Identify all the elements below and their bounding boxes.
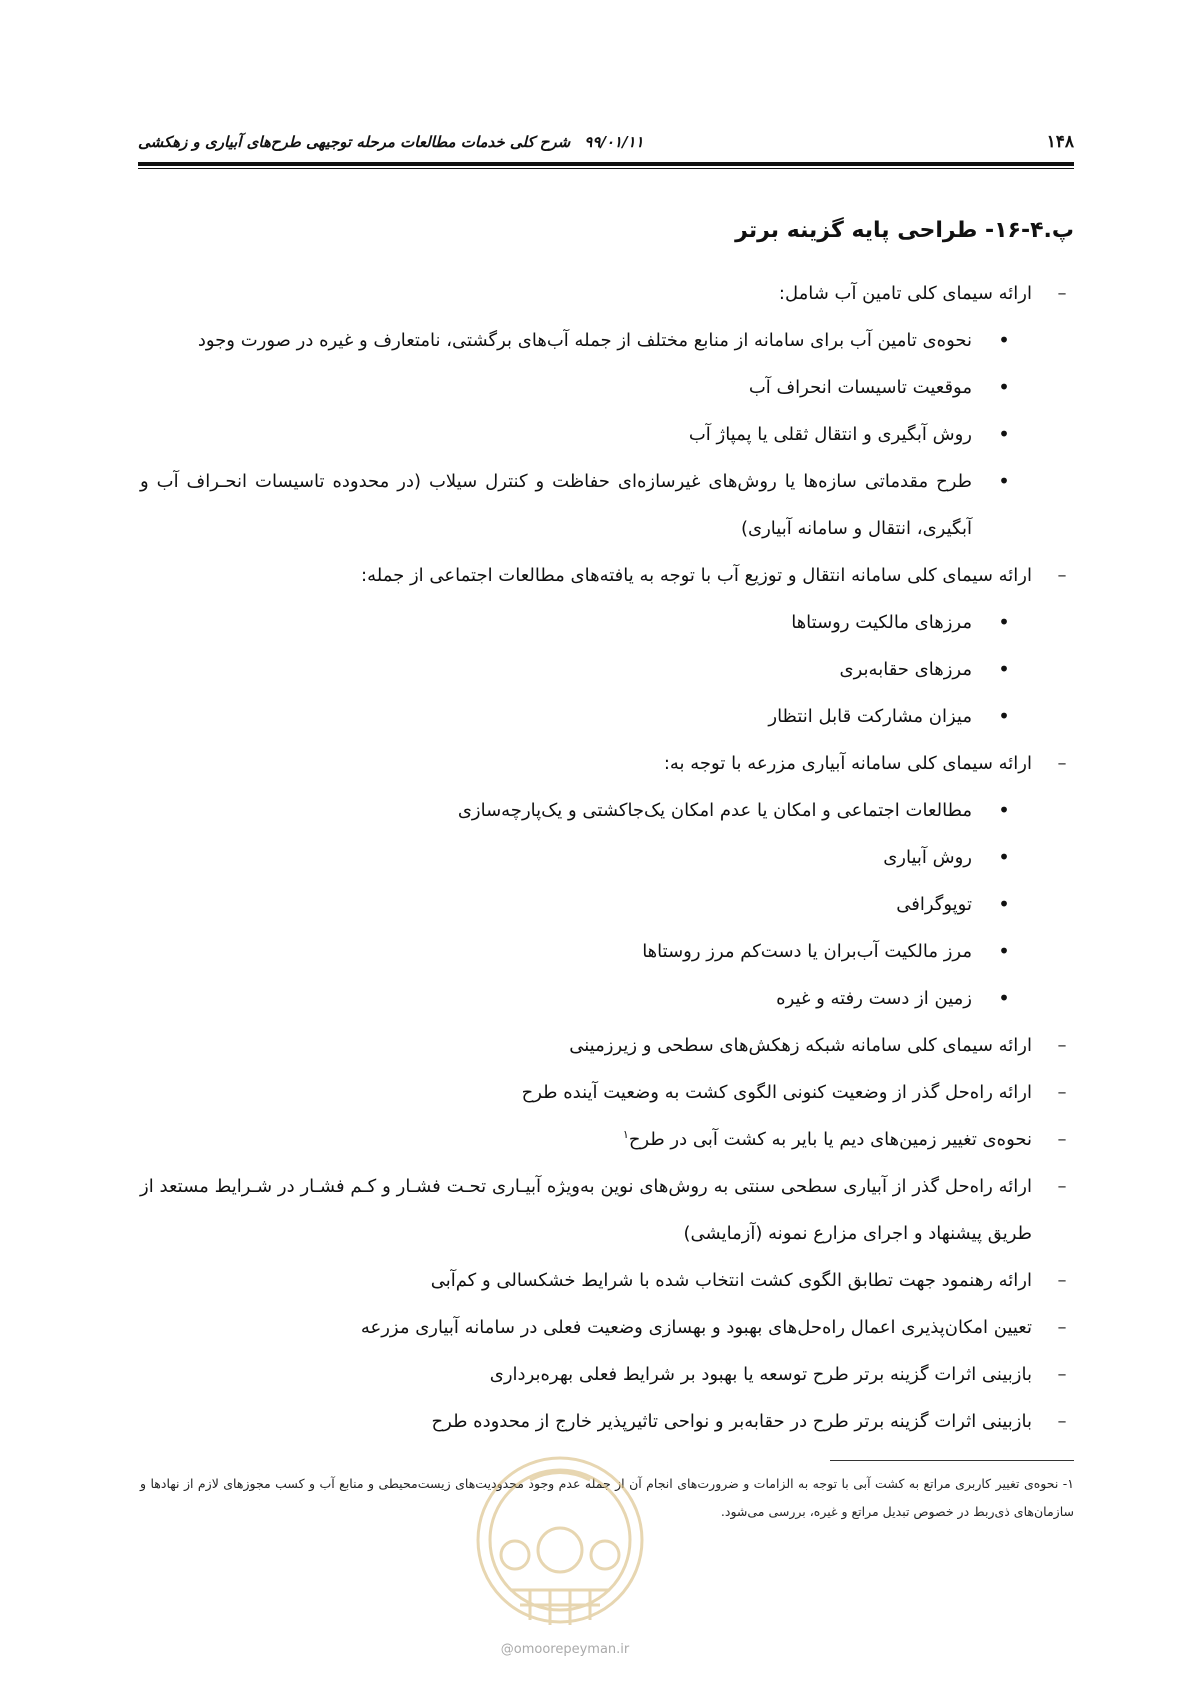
dash-marker-icon: – — [1057, 1364, 1067, 1385]
dash-item — [140, 552, 1074, 599]
section-title: پ.۴-۱۶- طراحی پایه گزینه برتر — [735, 218, 1074, 243]
item-text: ارائه سیمای کلی سامانه انتقال و توزیع آب با توجه به یافته‌های مطالعات اجتماعی از جمله: — [361, 565, 1032, 586]
bullet-item — [140, 599, 1014, 646]
page-number: ۱۴۸ — [1046, 132, 1074, 152]
dash-marker-icon: – — [1057, 1411, 1067, 1432]
bullet-marker-icon: • — [998, 422, 1010, 446]
bullet-marker-icon: • — [998, 892, 1010, 916]
bullet-marker-icon: • — [998, 986, 1010, 1010]
item-text: نحوه‌ی تامین آب برای سامانه از منابع مختلف از جمله آب‌های برگشتی، نامتعارف و غیره در صورت وجود — [197, 330, 972, 351]
content-list — [140, 270, 1074, 1445]
footnote-rule — [830, 1460, 1074, 1461]
item-text: روش آبگیری و انتقال ثقلی یا پمپاژ آب — [688, 424, 972, 445]
bullet-marker-icon: • — [998, 798, 1010, 822]
bullet-item — [140, 787, 1014, 834]
item-text: میزان مشارکت قابل انتظار — [768, 706, 972, 727]
item-text: ارائه راه‌حل گذر از وضعیت کنونی الگوی کشت به وضعیت آینده طرح — [521, 1082, 1032, 1103]
watermark-text: @omoorepeyman.ir — [500, 1642, 630, 1657]
bullet-marker-icon: • — [998, 939, 1010, 963]
page-header — [138, 128, 1074, 164]
item-text: نحوه‌ی تغییر زمین‌های دیم یا بایر به کشت آبی در طرح — [628, 1129, 1032, 1150]
item-text: تعیین امکان‌پذیری اعمال راه‌حل‌های بهبود و بهسازی وضعیت فعلی در سامانه آبیاری مزرعه — [360, 1317, 1032, 1338]
bullet-item — [140, 411, 1014, 458]
bullet-item — [140, 458, 1014, 552]
bullet-item — [140, 364, 1014, 411]
dash-marker-icon: – — [1057, 283, 1067, 304]
footnote: ۱- نحوه‌ی تغییر کاربری مراتع به کشت آبی با توجه به الزامات و ضرورت‌های انجام آن از جمله عدم وجود محدودیت‌های زیست‌محیطی و منابع آب و کسب مجوزهای لازم از نهادها و سازمان‌های ذی‌ربط در خصوص تبدیل مراتع و غیره، بررسی می‌شود. — [140, 1476, 1074, 1519]
dash-item — [140, 1163, 1074, 1257]
dash-marker-icon: – — [1057, 565, 1067, 586]
dash-item — [140, 1351, 1074, 1398]
bullet-item — [140, 693, 1014, 740]
item-text: بازبینی اثرات گزینه برتر طرح در حقابه‌بر و نواحی تاثیرپذیر خارج از محدوده طرح — [431, 1411, 1032, 1432]
dash-item — [140, 1069, 1074, 1116]
bullet-marker-icon: • — [998, 610, 1010, 634]
bullet-marker-icon: • — [998, 657, 1010, 681]
header-date: ۹۹/۰۱/۱۱ — [584, 133, 644, 151]
dash-marker-icon: – — [1057, 753, 1067, 774]
dash-marker-icon: – — [1057, 1176, 1067, 1197]
bullet-marker-icon: • — [998, 469, 1010, 493]
item-text: روش آبیاری — [883, 847, 972, 868]
item-text: بازبینی اثرات گزینه برتر طرح توسعه یا بهبود بر شرایط فعلی بهره‌برداری — [489, 1364, 1032, 1385]
dash-item — [140, 270, 1074, 317]
header-rule-thin — [138, 168, 1074, 169]
dash-item — [140, 1022, 1074, 1069]
item-text: زمین از دست رفته و غیره — [776, 988, 972, 1009]
dash-item — [140, 1398, 1074, 1445]
bullet-item — [140, 646, 1014, 693]
item-text: ارائه سیمای کلی تامین آب شامل: — [778, 283, 1032, 304]
item-text: مرزهای حقابه‌بری — [839, 659, 972, 680]
dash-marker-icon: – — [1057, 1317, 1067, 1338]
bullet-marker-icon: • — [998, 375, 1010, 399]
item-text: مرزهای مالکیت روستاها — [791, 612, 972, 633]
item-text: توپوگرافی — [896, 894, 972, 915]
footnote-ref: ۱ — [622, 1128, 629, 1141]
item-text: ارائه سیمای کلی سامانه آبیاری مزرعه با توجه به: — [663, 753, 1032, 774]
bullet-marker-icon: • — [998, 328, 1010, 352]
item-text: ارائه سیمای کلی سامانه شبکه زهکش‌های سطحی و زیرزمینی — [569, 1035, 1032, 1056]
bullet-item — [140, 975, 1014, 1022]
dash-item — [140, 740, 1074, 787]
dash-marker-icon: – — [1057, 1129, 1067, 1150]
item-text: موقعیت تاسیسات انحراف آب — [748, 377, 972, 398]
dash-marker-icon: – — [1057, 1035, 1067, 1056]
dash-item — [140, 1116, 1074, 1163]
item-text: مرز مالکیت آب‌بران یا دست‌کم مرز روستاها — [642, 941, 972, 962]
seal-logo-icon — [470, 1440, 650, 1640]
header-rule-thick — [138, 162, 1074, 166]
dash-item — [140, 1304, 1074, 1351]
dash-item — [140, 1257, 1074, 1304]
bullet-marker-icon: • — [998, 845, 1010, 869]
bullet-marker-icon: • — [998, 704, 1010, 728]
item-text: ارائه رهنمود جهت تطابق الگوی کشت انتخاب شده با شرایط خشکسالی و کم‌آبی — [430, 1270, 1032, 1291]
item-text: ارائه راه‌حل گذر از آبیاری سطحی سنتی به روش‌های نوین به‌ویژه آبیـاری تحـت فشـار و کـم فشـار در شـرایط مستعد از طریق پیشنهاد و اجرای مزارع نمونه (آزمایشی) — [140, 1176, 1032, 1244]
bullet-item — [140, 834, 1014, 881]
bullet-item — [140, 928, 1014, 975]
item-text: طرح مقدماتی سازه‌ها یا روش‌های غیرسازه‌ای حفاظت و کنترل سیلاب (در محدوده تاسیسات انحـراف آب و آبگیری، انتقال و سامانه آبیاری) — [140, 471, 972, 539]
dash-marker-icon: – — [1057, 1270, 1067, 1291]
item-text: مطالعات اجتماعی و امکان یا عدم امکان یک‌جاکشتی و یک‌پارچه‌سازی — [457, 800, 972, 821]
bullet-item — [140, 881, 1014, 928]
dash-marker-icon: – — [1057, 1082, 1067, 1103]
header-title: شرح کلی خدمات مطالعات مرحله توجیهی طرح‌های آبیاری و زهکشی — [138, 133, 571, 151]
bullet-item — [140, 317, 1014, 364]
running-title — [138, 133, 644, 151]
